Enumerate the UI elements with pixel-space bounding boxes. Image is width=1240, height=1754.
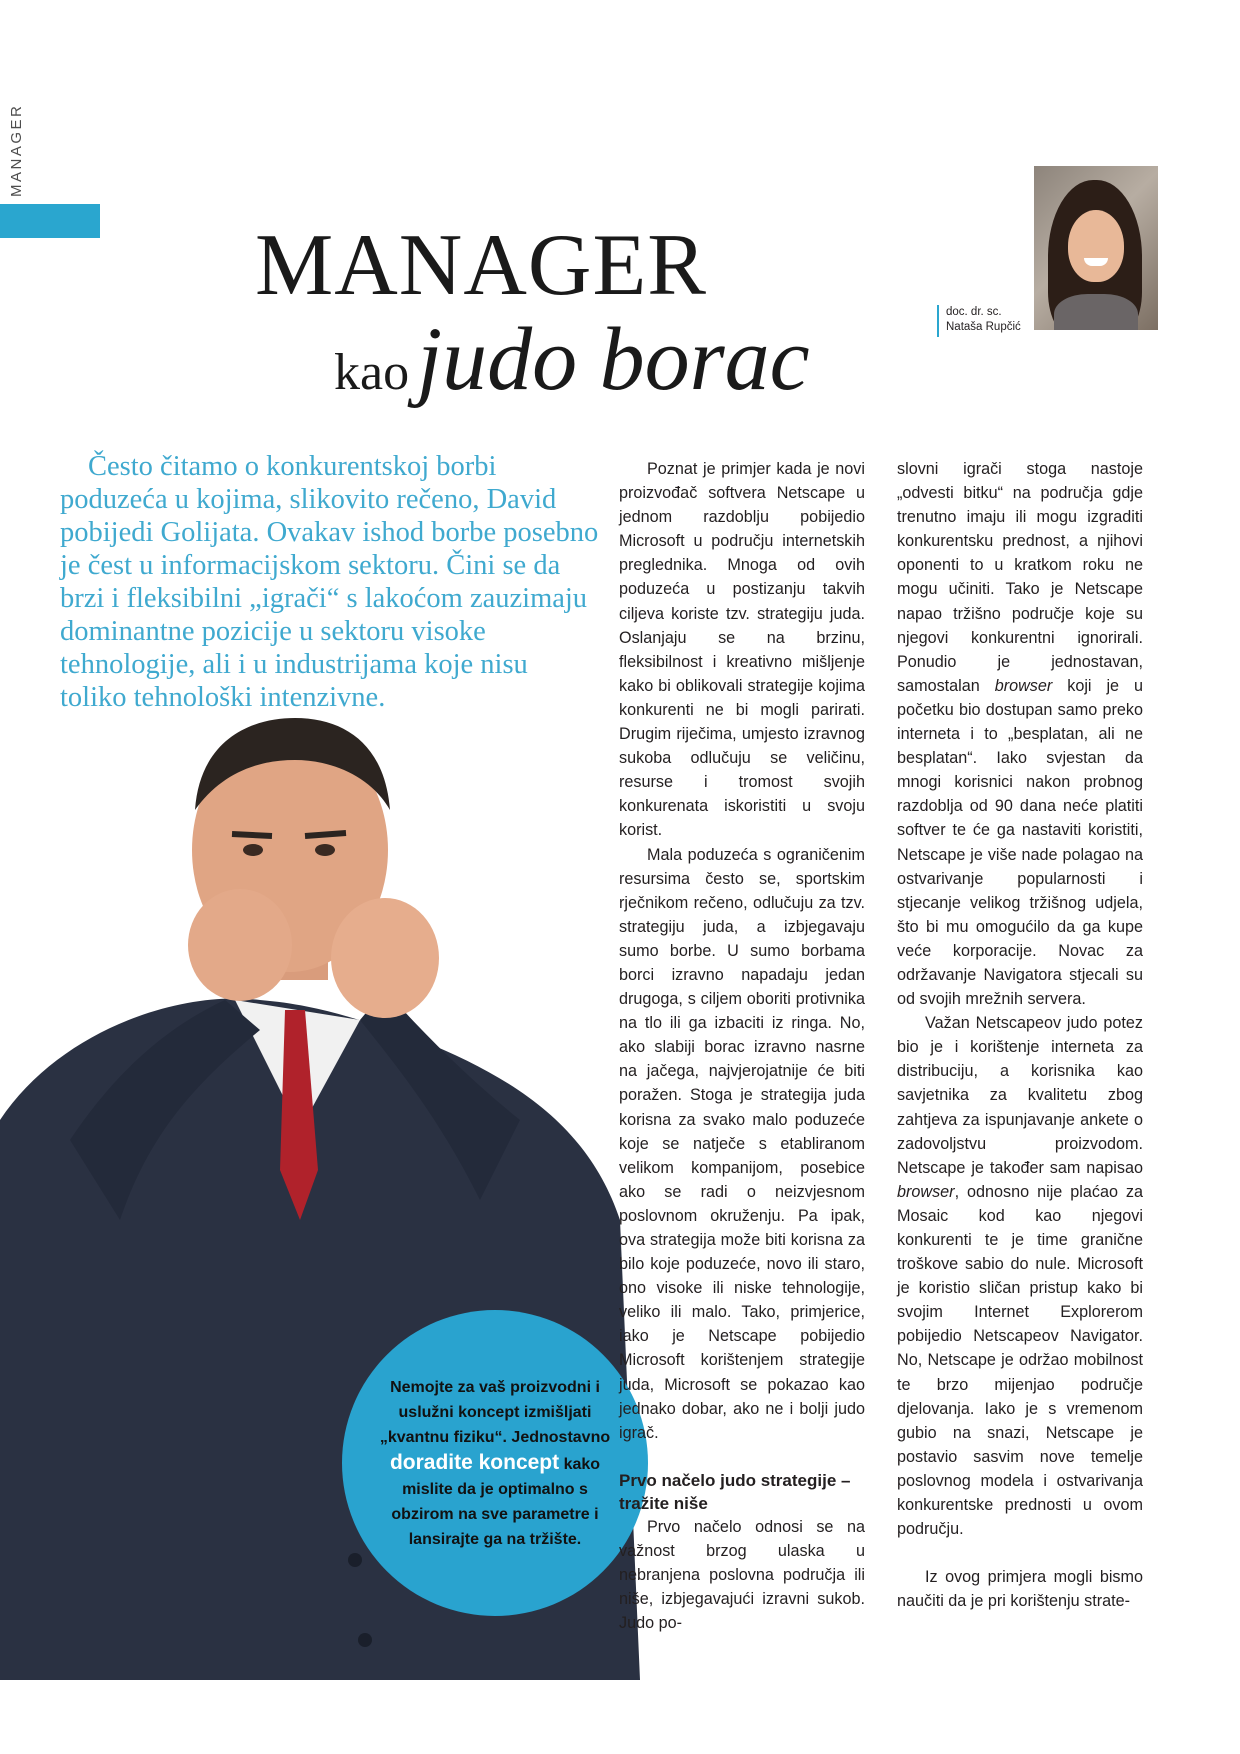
section-accent-bar: [0, 204, 100, 238]
column2-p2-end: , odnosno nije plaćao za Mosaic kod kao njegovi konkurenti te je time granične troškove sabio do nule. Microsoft je koristio sličan pristup kako bi svojim Internet Explorerom pobijedio Netscapeov Navigator. No, Netscape je održao mobilnost te brzo mijenjao područje djelovanja. Iako je s vremenom gubio na snazi, Netscape je postavio sasvim nove temelje poslovnog modela i ostvarivanja konkurentske prednosti u ovom području.: [897, 1182, 1143, 1539]
author-name: Nataša Rupčić: [946, 321, 1021, 333]
title-kao: kao: [334, 344, 410, 401]
column1-paragraph-3: Prvo načelo odnosi se na važnost brzog ulaska u nebranjena poslovna područja ili niše, izbjegavajući izravni sukob. Judo po-: [619, 1517, 865, 1633]
text-column-2: [897, 457, 1143, 1613]
author-face: [1068, 210, 1124, 282]
author-photo: [1034, 166, 1158, 330]
browser-term-1: browser: [994, 676, 1053, 695]
author-accent-line: [937, 305, 939, 337]
column2-paragraph-3: Iz ovog primjera mogli bismo naučiti da je pri korištenju strate-: [897, 1568, 1143, 1611]
title-judo-borac: judo borac: [417, 310, 810, 409]
callout-text-before: Nemojte za vaš proizvodni i uslužni koncept izmišljati „kvantnu fiziku“. Jednostavno: [379, 1378, 611, 1446]
right-fist: [188, 889, 292, 1001]
column2-paragraph-2: [897, 1011, 1143, 1541]
author-byline: [946, 305, 1021, 335]
section-heading: Prvo načelo judo strategije – tražite niše: [619, 1470, 851, 1513]
column2-paragraph-1: [897, 457, 1143, 1011]
callout-text-after: kako mislite da je optimalno s obzirom na sve parametre i lansirajte ga na tržište.: [391, 1455, 601, 1548]
callout-text: [370, 1375, 620, 1552]
browser-term-2: browser: [897, 1182, 955, 1201]
author-clothing: [1054, 294, 1138, 330]
column2-p1-start: slovni igrači stoga nastoje „odvesti bitku“ na područja gdje trenutno imaju ili mogu izgraditi konkurentsku prednost, a njihovi oponenti to u kratkom roku ne mogu učiniti. Tako je Netscape napao tržišno područje koje su njegovi konkurentni ignorirali. Ponudio je jednostavan, samostalan: [897, 460, 1143, 695]
article-title: MANAGER: [255, 217, 707, 314]
column1-paragraph-2: Mala poduzeća s ograničenim resursima često se, sportskim rječnikom rečeno, odlučuju za tzv. strategiju juda, a izbjegavaju sumo borbe. U sumo borbama borci izravno napadaju jedan drugoga, s ciljem oboriti protivnika na tlo ili ga izbaciti iz ringa. No, ako slabiji borac izravno nasrne na jačega, najvjerojatnije će biti poražen. Stoga je strategija juda korisna za svako malo poduzeće koje se natječe s etabliranom velikom kompanijom, posebice ako se radi o neizvjesnom poslovnom okruženju. Pa ipak, ova strategija može biti korisna za bilo koje poduzeće, novo ili staro, ono visoke ili niske tehnologije, veliko ili malo. Tako, primjerice, iako je Netscape pobijedio Microsoft korištenjem strategije juda, Microsoft se pokazao kao jednako dobar, ako ne i bolji judo igrač.: [619, 845, 865, 1442]
column1-paragraph-1: Poznat je primjer kada je novi proizvođač softvera Netscape u jednom razdoblju pobijedio Microsoft u području internetskih preglednika. Mnoga od ovih poduzeća u postizanju takvih ciljeva koriste tzv. strategiju juda. Oslanjaju se na brzinu, fleksibilnost i kreativno mišljenje kako bi oblikovali strategije kojima konkurenti ne bi mogli parirati. Drugim riječima, umjesto izravnog sukoba odlučuju se veličinu, resurse i tromost svojih konkurenata iskoristiti u svoju korist.: [619, 460, 865, 840]
left-eye: [243, 844, 263, 856]
jacket-button-1: [348, 1553, 362, 1567]
lead-paragraph: Često čitamo o konkurentskoj borbi poduzeća u kojima, slikovito rečeno, David pobijedi Golijata. Ovakav ishod borbe posebno je čest u informacijskom sektoru. Čini se da brzi i fleksibilni „igrači“ s lakoćom zauzimaju dominantne pozicije u sektoru visoke tehnologije, ali i u industrijama koje nisu toliko tehnološki intenzivne.: [60, 451, 599, 713]
article-subtitle: [334, 310, 810, 409]
column2-p1-end: koji je u početku bio dostupan samo preko interneta i to „besplatan, ali ne besplatan“. Iako svjestan da mnogi korisnici nakon probnog razdoblja od 90 dana neće platiti softver te će ga nastaviti koristiti, Netscape je više nade polagao na ostvarivanje popularnosti i stjecanje velikog tržišnog udjela, što bi mu omogućilo da ga kupe veće korporacije. Novac za održavanje Navigatora stjecali su od svojih mrežnih servera.: [897, 676, 1143, 1009]
callout-highlight: doradite koncept: [389, 1450, 560, 1474]
author-degree: doc. dr. sc.: [946, 306, 1002, 318]
left-fist: [331, 898, 439, 1018]
text-column-1: [619, 457, 865, 1635]
column2-p2-start: Važan Netscapeov judo potez bio je i korištenje interneta za distribuciju, a korisnika kao savjetnika za kvalitetu zbog zahtjeva za ispunjavanje ankete o zadovoljstvu proizvodom. Netscape je također sam napisao: [897, 1014, 1143, 1177]
jacket-button-2: [358, 1633, 372, 1647]
callout-circle: [342, 1310, 648, 1616]
right-eye: [315, 844, 335, 856]
section-label: MANAGER: [8, 103, 25, 197]
